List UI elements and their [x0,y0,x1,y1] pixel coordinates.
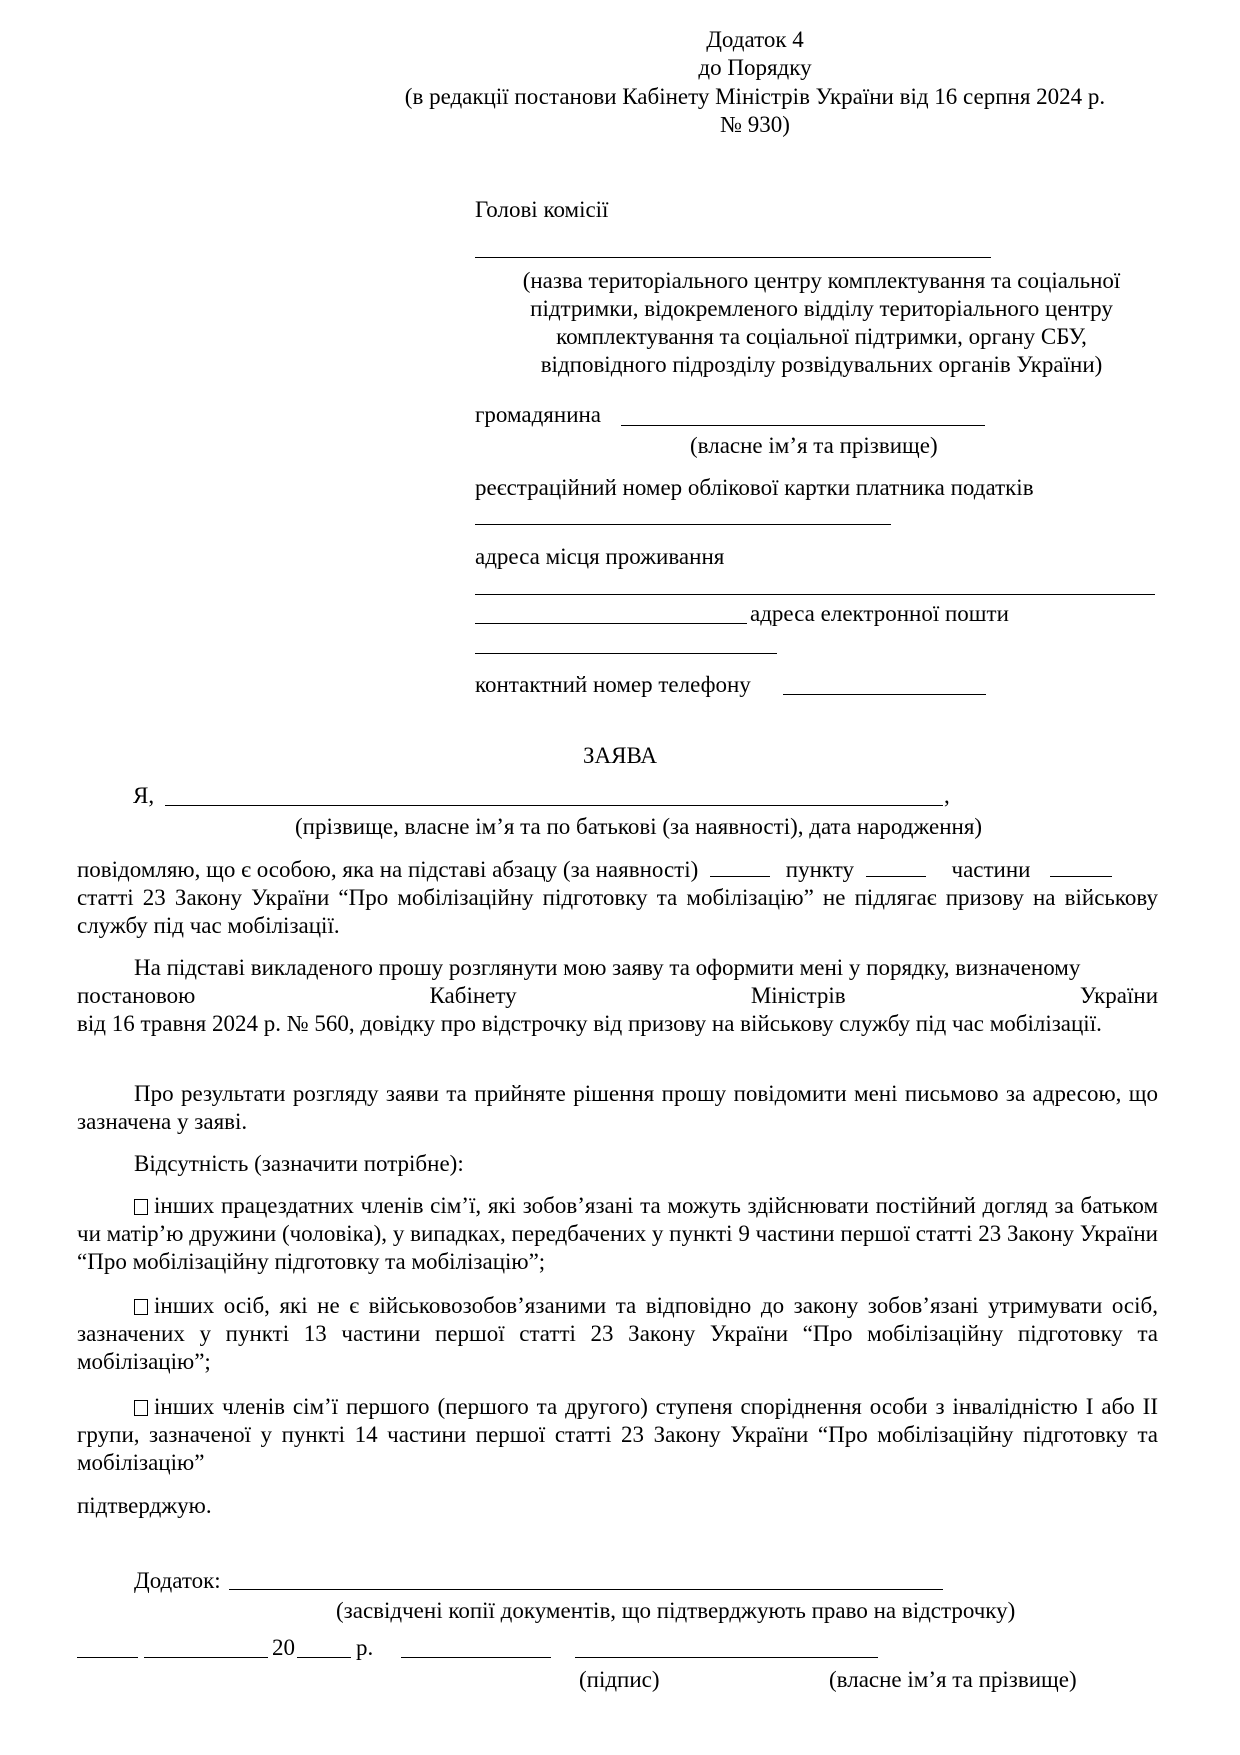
citizen-caption: (власне ім’я та прізвище) [690,433,938,458]
p2-word-3: Міністрів [750,983,846,1008]
signature-caption: (підпис) [579,1667,660,1692]
signatory-name-caption: (власне ім’я та прізвище) [829,1667,1077,1692]
absence-label: Відсутність (зазначити потрібне): [134,1151,464,1176]
signature-line[interactable] [401,1657,551,1658]
paragraph-1-rest: статті 23 Закону України “Про мобілізаційну підготовку та мобілізацію” не підлягає призову на військову службу під час мобілізації. [77,885,1158,938]
option-1 [77,1192,1158,1276]
organization-caption-3: комплектування та соціальної підтримки, органу СБУ, [556,324,1087,349]
p2-word-4: України [1079,983,1158,1008]
date-year-prefix: 20 [272,1635,295,1660]
option-2 [77,1292,1158,1376]
organization-name-line[interactable] [475,257,991,258]
part-blank[interactable] [1050,856,1112,877]
attachment-label: Додаток: [134,1568,221,1593]
p2-word-2: Кабінету [429,983,517,1008]
phone-label: контактний номер телефону [475,672,751,697]
statement-title: ЗАЯВА [583,743,657,768]
paragraph-2-rest: від 16 травня 2024 р. № 560, довідку про відстрочку від призову на військову службу під час мобілізації. [77,1011,1102,1036]
option-3-text: інших членів сім’ї першого (першого та другого) ступеня споріднення особи з інвалідністю I або II групи, зазначеної у пункті 14 частини першої статті 23 Закону України “Про мобілізаційну підготовку та мобілізацію” [77,1394,1158,1475]
appendix-edition: (в редакції постанови Кабінету Міністрів України від 16 серпня 2024 р. [404,84,1106,109]
paragraph-2-line-1: На підставі викладеного прошу розглянути мою заяву та оформити мені у порядку, визначеному [134,955,1081,980]
option-1-checkbox[interactable] [134,1199,148,1215]
applicant-details-line[interactable] [165,805,943,806]
appendix-subtitle: до Порядку [698,55,812,80]
citizen-label: громадянина [475,402,602,427]
p1-text-a: повідомляю, що є особою, яка на підставі абзацу (за наявності) [77,857,699,882]
applicant-caption: (прізвище, власне ім’я та по батькові (за наявності), дата народження) [295,814,983,839]
organization-caption-2: підтримки, відокремленого відділу територіального центру [530,296,1113,321]
appendix-title: Додаток 4 [706,27,804,52]
citizen-name-line[interactable] [621,425,985,426]
paragraph-1-line-1 [77,856,1112,883]
applicant-prefix: Я, [133,783,155,808]
email-line[interactable] [475,653,777,654]
organization-caption-1: (назва територіального центру комплектування та соціальної [522,268,1121,293]
p1-text-b: пункту [785,857,855,882]
date-year-line[interactable] [297,1657,351,1658]
option-3 [77,1393,1158,1477]
paragraph-2-line-2 [77,982,1158,1009]
p2-word-1: постановою [77,983,196,1008]
option-1-text: інших працездатних членів сім’ї, які зобов’язані та можуть здійснювати постійний догляд за батьком чи матір’ю дружини (чоловіка), у випадках, передбачених у пункті 9 частини першої статті 23 Закону України “Про мобілізаційну підготовку та мобілізацію”; [77,1193,1158,1274]
phone-line[interactable] [783,694,986,695]
date-day-line[interactable] [77,1657,138,1658]
confirm-text: підтверджую. [77,1493,212,1518]
option-2-checkbox[interactable] [134,1299,148,1315]
attachment-caption: (засвідчені копії документів, що підтверджують право на відстрочку) [336,1598,1016,1623]
date-year-suffix: р. [356,1635,374,1660]
signatory-name-line[interactable] [575,1657,878,1658]
paragraph-blank[interactable] [710,856,770,877]
head-of-commission-label: Голові комісії [475,197,609,222]
p1-text-c: частини [951,857,1031,882]
option-3-checkbox[interactable] [134,1400,148,1416]
point-blank[interactable] [866,856,926,877]
address-label: адреса місця проживання [475,544,725,569]
date-month-line[interactable] [144,1657,268,1658]
email-label: адреса електронної пошти [750,601,1009,626]
attachment-line[interactable] [229,1589,943,1590]
applicant-suffix: , [944,783,950,808]
address-line-1[interactable] [475,594,1155,595]
option-2-text: інших осіб, які не є військовозобов’язаними та відповідно до закону зобов’язані утримувати осіб, зазначених у пункті 13 частини першої статті 23 Закону України “Про мобілізаційну підготовку та мобілізацію”; [77,1293,1158,1374]
tax-number-line[interactable] [475,524,891,525]
organization-caption-4: відповідного підрозділу розвідувальних органів України) [540,352,1103,377]
paragraph-3: Про результати розгляду заяви та прийняте рішення прошу повідомити мені письмово за адресою, що зазначена у заяві. [77,1081,1158,1134]
appendix-number: № 930) [720,112,790,137]
tax-number-label: реєстраційний номер облікової картки платника податків [475,475,1034,500]
address-line-2[interactable] [475,623,747,624]
